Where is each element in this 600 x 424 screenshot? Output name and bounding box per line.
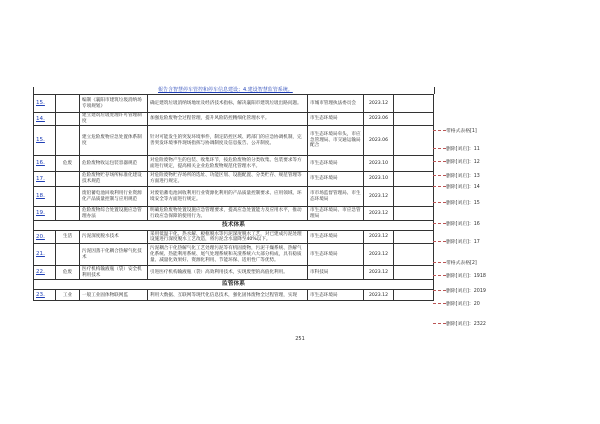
row-note — [394, 156, 434, 172]
row-department: 市城市管理执法委员会 — [308, 95, 364, 113]
row-number[interactable]: 23. — [34, 290, 56, 301]
row-note — [394, 126, 434, 156]
row-category — [56, 113, 80, 126]
row-department: 市生态环境局 — [308, 172, 364, 187]
row-name: 危险废物综合处置设施应急管理办法 — [80, 207, 148, 221]
row-number[interactable]: 15. — [34, 126, 56, 156]
row-name: 建立建筑垃圾处理许可管理制度 — [80, 113, 148, 126]
row-department: 市生态环境局 — [308, 231, 364, 244]
row-department: 市生态环境局牵头，市应急管理局、市交通运输局配合 — [308, 126, 364, 156]
table-row — [34, 244, 434, 266]
revision-comment[interactable]: 带格式表格[1] — [446, 129, 477, 134]
row-note — [394, 187, 434, 207]
comment-connector — [433, 148, 446, 149]
table-body-waste — [34, 95, 434, 221]
table-body-tech — [34, 231, 434, 280]
row-year: 2023.06 — [364, 126, 394, 156]
table-row — [34, 156, 434, 172]
revision-comment[interactable]: 删除[刘启]：13 — [446, 174, 480, 179]
table-row — [34, 231, 434, 244]
table-body-supervision — [34, 290, 434, 301]
row-name: 建立危险废物应急处置体系制度 — [80, 126, 148, 156]
row-name: 污泥因蒸干化耦合热解气化技术 — [80, 244, 148, 266]
row-department: 市生态环境局 — [308, 244, 364, 266]
row-number[interactable]: 17. — [34, 172, 56, 187]
section-tech — [34, 221, 434, 231]
row-year: 2023.10 — [364, 172, 394, 187]
row-note — [394, 290, 434, 301]
revision-comment[interactable]: 删除[刘启]：2322 — [446, 322, 486, 327]
row-description: 加强危险废物全过程管理，提升风险防控精细化管理水平。 — [148, 113, 308, 126]
revision-comment[interactable]: 删除[刘启]：11 — [446, 147, 480, 152]
row-category — [56, 172, 80, 187]
comment-connector — [433, 223, 446, 224]
row-category — [56, 244, 80, 266]
revision-comment[interactable]: 删除[刘启]：20 — [446, 302, 480, 307]
row-category — [56, 207, 80, 221]
comment-connector — [433, 130, 446, 131]
section-title: 监管体系 — [34, 280, 434, 290]
row-category: 危废 — [56, 156, 80, 172]
row-note — [394, 113, 434, 126]
row-description: 对危险废物贮存场所的选址、功能区划、设施配置、分类贮存、规范管理等方面进行规定。 — [148, 172, 308, 187]
comment-connector — [433, 323, 446, 324]
revision-comment[interactable]: 删除[刘启]：14 — [446, 185, 480, 190]
row-note — [394, 244, 434, 266]
row-description: 对危险废物产生的包装、收集环节，按危险废物的分类收集、包装要求等方面进行规定，提高相关企业危险废物规范化管理水平。 — [148, 156, 308, 172]
comment-connector — [433, 290, 446, 291]
row-category — [56, 95, 80, 113]
row-year: 2023.12 — [364, 290, 394, 301]
row-description: 污泥耦合干化热解气化工艺处理污泥等有机固废物，污泥干燥系统、热解气化系统、热能利用系统、尾气处理系统和灰渣系统六大部分构成，具有稳质量、减量化效果好、资源化利用、节能环保、适用性广等优势。 — [148, 244, 308, 266]
table-row — [34, 113, 434, 126]
measures-table — [33, 94, 434, 301]
page-number: 251 — [295, 336, 305, 342]
row-year: 2023.12 — [364, 187, 394, 207]
row-name: 危险废物贮存场所标准化建设技术规范 — [80, 172, 148, 187]
row-note — [394, 231, 434, 244]
row-year: 2023.12 — [364, 266, 394, 280]
row-number[interactable]: 20. — [34, 231, 56, 244]
row-category — [56, 187, 80, 207]
revision-comment[interactable]: 删除[刘启]：1918 — [446, 274, 486, 279]
table-row — [34, 187, 434, 207]
row-name: 污泥深度脱水技术 — [80, 231, 148, 244]
row-number[interactable]: 15. — [34, 95, 56, 113]
revision-comment[interactable]: 删除[刘启]：12 — [446, 160, 480, 165]
row-name: 废铅蓄电池回收利用行业资源化产品质量控制与应用规范 — [80, 187, 148, 207]
section-row — [34, 221, 434, 231]
row-description: 采用低温干化、热水解、板框脱水等污泥深度脱水工艺，对已建成污泥处理设施进行深度脱水工艺改造，将污泥含水量降至40%以下。 — [148, 231, 308, 244]
comment-connector — [433, 202, 446, 203]
row-year: 2023.10 — [364, 156, 394, 172]
row-category: 危废 — [56, 266, 80, 280]
row-name: 医疗机构输液瓶（袋）安全机利用技术 — [80, 266, 148, 280]
row-number[interactable]: 19. — [34, 207, 56, 221]
row-note — [394, 172, 434, 187]
row-department: 市生态环境局 — [308, 156, 364, 172]
tracked-insertion-strip — [33, 87, 435, 94]
comment-connector — [433, 161, 446, 162]
row-name: 一般工业固体物联网监 — [80, 290, 148, 301]
row-description: 对废铅蓄电池回收利用行业资源化利用的产品质量控制要求、应用领域、环境安全等方面进行规定。 — [148, 187, 308, 207]
table-row — [34, 207, 434, 221]
row-department: 市市场监督管理局、市生态环境局 — [308, 187, 364, 207]
comment-connector — [433, 186, 446, 187]
comment-connector — [433, 241, 446, 242]
row-number[interactable]: 14. — [34, 113, 56, 126]
section-supervision — [34, 280, 434, 290]
row-year: 2023.12 — [364, 244, 394, 266]
row-name: 编制《襄阳市建筑垃圾消纳场专项规划》 — [80, 95, 148, 113]
inserted-text: 報告含智慧停车管控和停车信息建设；4.建设智慧监管系统。 — [158, 87, 293, 93]
comment-connector — [433, 303, 446, 304]
row-note — [394, 207, 434, 221]
row-category: 工业 — [56, 290, 80, 301]
row-number[interactable]: 21. — [34, 244, 56, 266]
comment-connector — [433, 262, 446, 263]
row-category — [56, 126, 80, 156]
table-row — [34, 95, 434, 113]
row-description: 确定建筑垃圾消纳场地址及经济技术指标，解决襄阳市建筑垃圾出路问题。 — [148, 95, 308, 113]
row-description: 明确危险废物处置设施应急管理要求，提高应急处置能力及应用水平，推动行政应急保障的使用行为。 — [148, 207, 308, 221]
row-category: 生活 — [56, 231, 80, 244]
revision-comment[interactable]: 删除[刘启]：2019 — [446, 289, 486, 294]
row-department: 市生态环境局 — [308, 113, 364, 126]
row-description: 利用大数据、互联网等现代化信息技术，强化固体废物全过程管理，实现 — [148, 290, 308, 301]
row-year: 2023.12 — [364, 231, 394, 244]
comment-connector — [433, 175, 446, 176]
revision-comment[interactable]: 带格式表格[2] — [446, 261, 477, 266]
section-title: 技术体系 — [34, 221, 434, 231]
section-row — [34, 280, 434, 290]
comment-connector — [433, 275, 446, 276]
row-year: 2023.06 — [364, 113, 394, 126]
row-year: 2023.12 — [364, 207, 394, 221]
row-note — [394, 95, 434, 113]
row-department: 市科技局 — [308, 266, 364, 280]
table-row — [34, 290, 434, 301]
row-number[interactable]: 18. — [34, 187, 56, 207]
row-number[interactable]: 22. — [34, 266, 56, 280]
row-year: 2023.12 — [364, 95, 394, 113]
table-row — [34, 266, 434, 280]
revision-comment[interactable]: 删除[刘启]：16 — [446, 222, 480, 227]
row-department: 市生态环境局、市应急管理局 — [308, 207, 364, 221]
row-description: 引进医疗机构输液瓶（袋）高效利用技术，实现废塑的高值化利用。 — [148, 266, 308, 280]
row-note — [394, 266, 434, 280]
table-row — [34, 126, 434, 156]
row-name: 危险废物收运包装容器规范 — [80, 156, 148, 172]
revision-comment[interactable]: 删除[刘启]：17 — [446, 240, 480, 245]
row-number[interactable]: 16. — [34, 156, 56, 172]
table-row — [34, 172, 434, 187]
row-department: 市生态环境局 — [308, 290, 364, 301]
row-description: 针对可能发生的突发环境事件，制定防控区域、跨部门的应急协调机制，完善突发环境事件现场指挥与协调制度及信息报告、公开制度。 — [148, 126, 308, 156]
revision-comment[interactable]: 删除[刘启]：15 — [446, 201, 480, 206]
